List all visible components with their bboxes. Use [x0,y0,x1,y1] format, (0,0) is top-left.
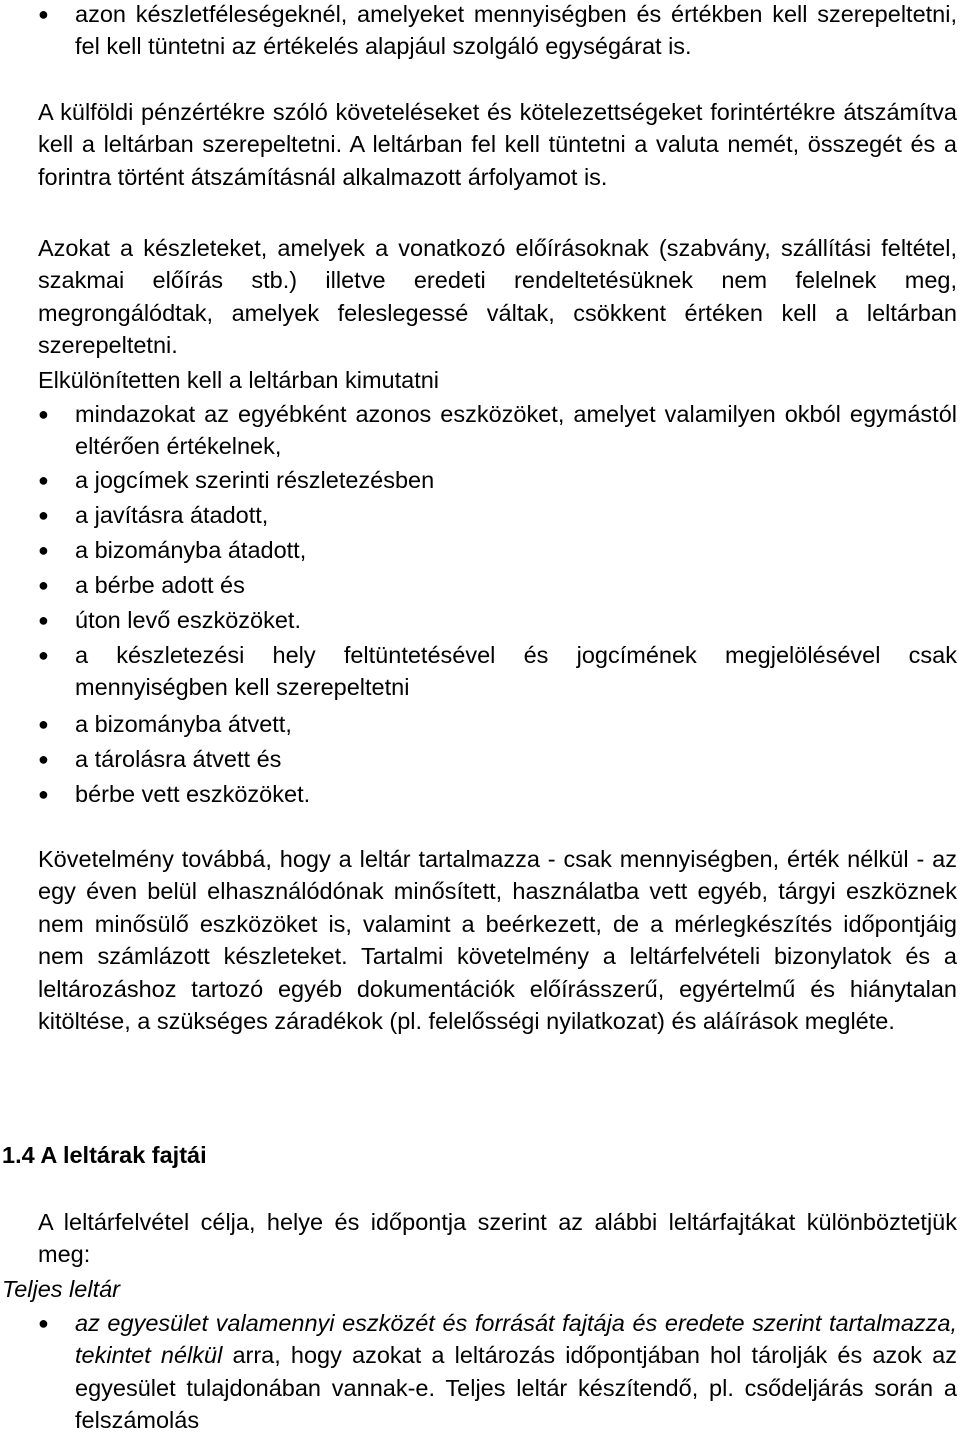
bullet-icon: ● [38,749,49,769]
list-item-text-italic: az egyesület valamennyi eszközét és forrását fajtája és eredete szerint tartalmazza, tekintet nélkül [75,1310,957,1369]
bullet-icon: ● [38,404,49,424]
paragraph-stock-valuation: Azokat a készleteket, amelyek a vonatkozó előírásoknak (szabvány, szállítási feltétel, szakmai előírás stb.) illetve eredeti rendeltetésüknek nem felelnek meg, megrongálódtak, amelyek feleslegessé váltak, csökkent értéken kell a leltárban szerepeltetni. [38,235,957,359]
list-item-text: azon készletféleségeknél, amelyeket mennyiségben és értékben kell szerepeltetni, fel kell tüntetni az értékelés alapjául szolgáló egységárat is. [75,1,957,60]
list-item-text: mindazokat az egyébként azonos eszközöket, amelyet valamilyen okból egymástól eltérően értékelnek, [75,401,957,460]
bullet-icon: ● [38,540,49,560]
list-item [38,569,957,601]
bullet-icon: ● [38,645,49,665]
list-item-text: a bérbe adott és [75,572,245,598]
list-item-text: a jogcímek szerinti részletezésben [75,467,435,493]
list-item-text: a tárolásra átvett és [75,746,282,772]
paragraph-requirements: Követelmény továbbá, hogy a leltár tartalmazza - csak mennyiségben, érték nélkül - az egy éven belül elhasználódónak minősített, használatba vett egyéb, tárgyi eszköznek nem minősülő eszközöket is, valamint a beérkezett, de a mérlegkészítés időpontjáig nem számlázott készleteket. Tartalmi követelmény a leltárfelvételi bizonylatok és a leltározáshoz tartozó egyéb dokumentációk előírásszerű, egyértelmű és hiánytalan kitöltése, a szükséges záradékok (pl. felelősségi nyilatkozat) és aláírások megléte. [38,846,957,1035]
list-item [38,639,957,704]
list-item [38,398,957,463]
list-item-text: a készletezési hely feltüntetésével és jogcímének megjelölésével csak mennyiségben kell szerepeltetni [75,642,957,701]
list-item-text: arra, hogy azokat a leltározás időpontjában hol tárolják és azok az egyesület tulajdonában vannak-e. Teljes leltár készítendő, pl. csődeljárás során a felszámolás [75,1342,957,1434]
list-item [38,1307,957,1437]
paragraph-separately-intro: Elkülönítetten kell a leltárban kimutatni [38,367,440,393]
bullet-icon: ● [38,470,49,490]
list-item-text: a bizományba átadott, [75,537,307,563]
paragraph-inventory-types: A leltárfelvétel célja, helye és időpontja szerint az alábbi leltárfajtákat különböztetjük meg: [38,1209,957,1268]
bullet-icon: ● [38,505,49,525]
list-item [38,778,957,810]
list-item [38,604,957,636]
bullet-icon: ● [38,1313,49,1333]
subheading-full-inventory: Teljes leltár [2,1276,120,1302]
list-item-text: a bizományba átvett, [75,711,292,737]
section-heading: 1.4 A leltárak fajtái [2,1142,207,1168]
list-item [38,534,957,566]
list-item-text: úton levő eszközöket. [75,607,301,633]
list-item [38,499,957,531]
list-item-text: bérbe vett eszközöket. [75,781,311,807]
bullet-icon: ● [38,4,49,24]
list-item-text: a javításra átadott, [75,502,269,528]
list-item [38,743,957,775]
list-item [38,708,957,740]
list-item [38,464,957,496]
bullet-icon: ● [38,784,49,804]
bullet-icon: ● [38,575,49,595]
list-item [38,0,957,63]
bullet-icon: ● [38,610,49,630]
bullet-icon: ● [38,714,49,734]
paragraph-foreign-currency: A külföldi pénzértékre szóló követeléseket és kötelezettségeket forintértékre átszámítva kell a leltárban szerepeltetni. A leltárban fel kell tüntetni a valuta nemét, összegét és a forintra történt átszámításnál alkalmazott árfolyamot is. [38,99,957,190]
